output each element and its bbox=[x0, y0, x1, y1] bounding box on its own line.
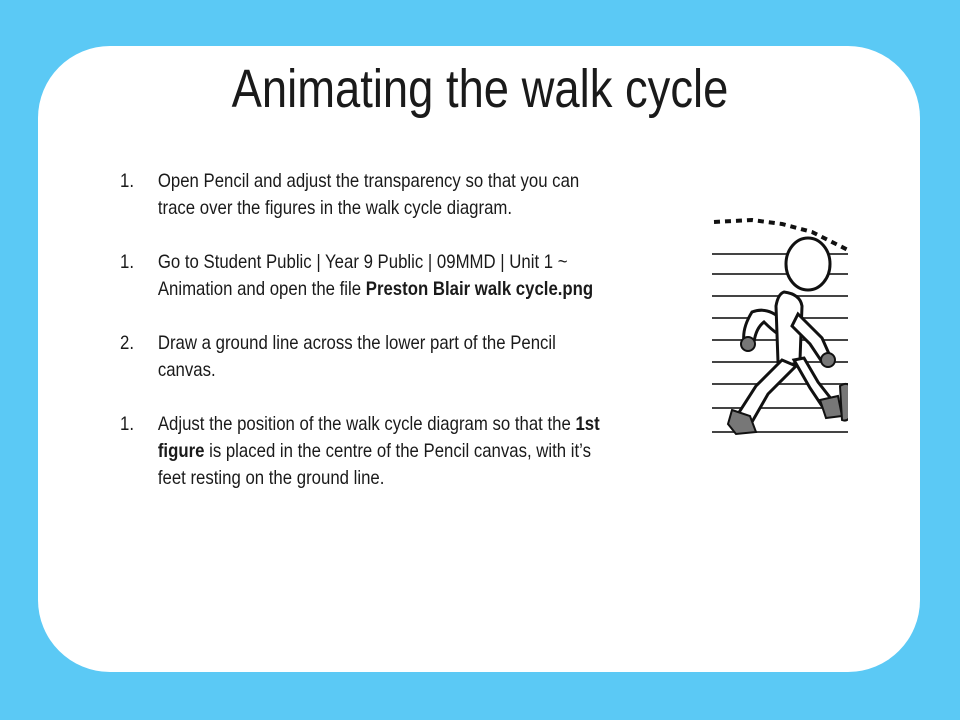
step-item bbox=[120, 249, 602, 303]
step-text: Draw a ground line across the lower part of the Pencil canvas. bbox=[157, 332, 556, 381]
walk-cycle-figure-image bbox=[712, 210, 848, 436]
step-item bbox=[120, 411, 602, 492]
step-text: Open Pencil and adjust the transparency so that you can trace over the figures in the walk cycle diagram. bbox=[157, 170, 580, 219]
step-text: Adjust the position of the walk cycle diagram so that the bbox=[157, 413, 576, 435]
slide-title: Animating the walk cycle bbox=[231, 59, 729, 119]
step-number: 2. bbox=[120, 332, 134, 354]
walking-figure-icon bbox=[712, 210, 848, 436]
step-number: 1. bbox=[120, 251, 134, 273]
step-bold-text: 1st figure bbox=[157, 413, 600, 462]
step-item bbox=[120, 330, 602, 384]
step-text: Go to Student Public | Year 9 Public | 09MMD | Unit 1 ~ Animation and open the file bbox=[157, 251, 568, 300]
step-number: 1. bbox=[120, 170, 134, 192]
steps-list bbox=[120, 168, 602, 519]
step-item bbox=[120, 168, 602, 222]
step-text-tail: is placed in the centre of the Pencil canvas, with it’s feet resting on the ground line. bbox=[157, 440, 591, 489]
step-number: 1. bbox=[120, 413, 134, 435]
step-bold-text: Preston Blair walk cycle.png bbox=[365, 278, 594, 300]
